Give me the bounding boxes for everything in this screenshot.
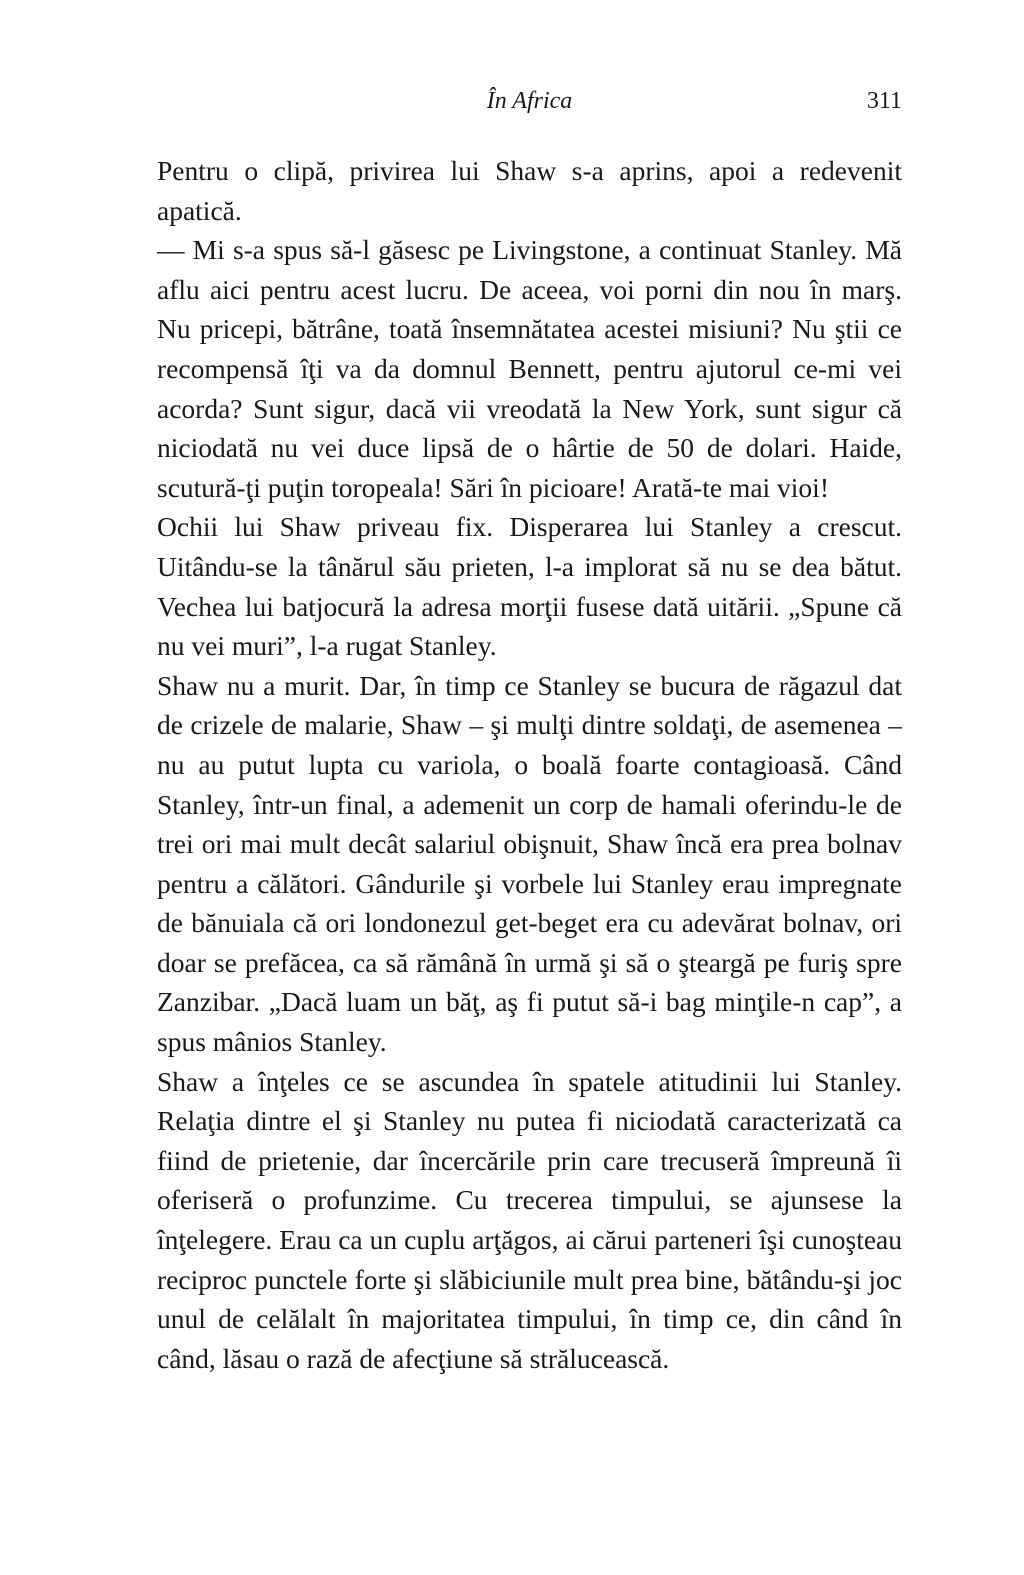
paragraph: Ochii lui Shaw priveau fix. Disperarea lui Stanley a crescut. Uitându-se la tânărul său prieten, l-a implorat să nu se dea bătut. Vechea lui batjocură la adresa morţii fusese dată uitării. „Spune că nu vei muri”, l-a rugat Stanley. xyxy=(157,511,902,662)
paragraph: Shaw nu a murit. Dar, în timp ce Stanley se bucura de răgazul dat de crizele de malarie, Shaw – şi mulţi dintre soldaţi, de asemenea – nu au putut lupta cu variola, o boală foarte contagioasă. Când Stanley, într-un final, a ademenit un corp de hamali oferindu-le de trei ori mai mult decât salariul obişnuit, Shaw încă era prea bolnav pentru a călători. Gândurile şi vorbele lui Stanley erau impregnate de bănuiala că ori londonezul get-beget era cu adevărat bolnav, ori doar se prefăcea, ca să rămână în urmă şi să o şteargă pe furiş spre Zanzibar. „Dacă luam un băţ, aş fi putut să-i bag minţile-n cap”, a spus mânios Stanley. xyxy=(157,669,902,1058)
paragraph: Pentru o clipă, privirea lui Shaw s-a aprins, apoi a redevenit apatică. xyxy=(157,155,902,226)
body-text xyxy=(157,151,902,1378)
paragraph: Shaw a înţeles ce se ascundea în spatele atitudinii lui Stanley. Relaţia dintre el şi Stanley nu putea fi niciodată caracterizată ca fiind de prietenie, dar încercările prin care trecuseră împreună îi oferiseră o profunzime. Cu trecerea timpului, se ajunsese la înţelegere. Erau ca un cuplu arţăgos, ai cărui parteneri îşi cunoşteau reciproc punctele forte şi slăbiciunile mult prea bine, bătându-şi joc unul de celălalt în majoritatea timpului, în timp ce, din când în când, lăsau o rază de afecţiune să strălucească. xyxy=(157,1065,902,1374)
paragraph: — Mi s-a spus să-l găsesc pe Livingstone, a continuat Stanley. Mă aflu aici pentru acest lucru. De aceea, voi porni din nou în marş. Nu pricepi, bătrâne, toată însemnătatea acestei misiuni? Nu ştii ce recompensă îţi va da domnul Bennett, pentru ajutorul ce-mi vei acorda? Sunt sigur, dacă vii vreodată la New York, sunt sigur că niciodată nu vei duce lipsă de o hârtie de 50 de dolari. Haide, scutură-ţi puţin toropeala! Sări în picioare! Arată-te mai vioi! xyxy=(157,234,902,503)
page-number: 311 xyxy=(866,88,902,114)
running-header xyxy=(157,84,902,118)
running-title: În Africa xyxy=(486,88,573,114)
